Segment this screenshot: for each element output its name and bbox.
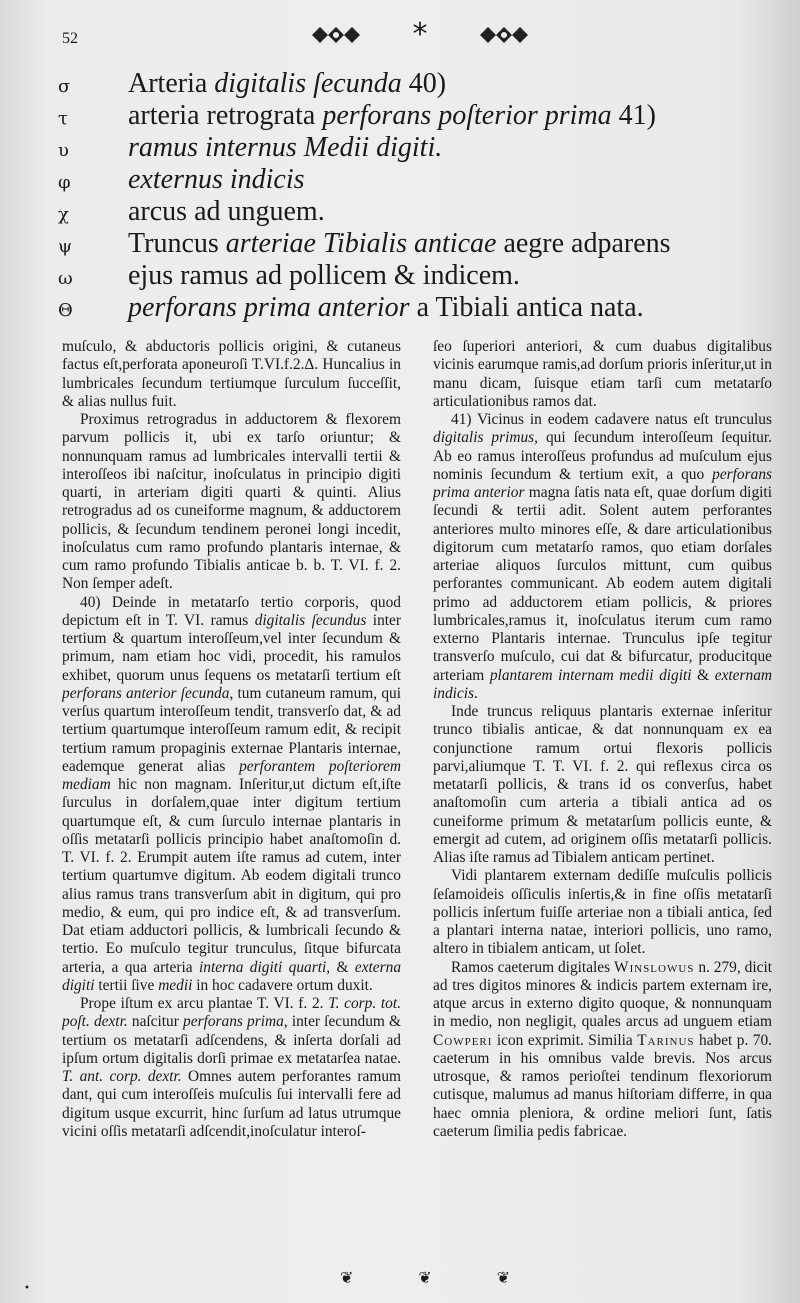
print-speck: •	[24, 1283, 30, 1294]
author-name: Cowperi	[433, 1031, 493, 1049]
legend-symbol: χ	[58, 204, 69, 225]
italic-run: externa digiti	[62, 958, 402, 994]
legend-text	[128, 68, 446, 100]
text-run: Prope iſtum ex arcu plantae T. VI. f. 2.	[80, 995, 329, 1012]
legend-row	[58, 164, 758, 196]
text-run: hic non magnam. Inſeritur,ut dictum eſt,iſte ſurculus in dorſalem,quae inter digitum tertium quartumque eſt, & cum ſurculo internae plantaris in oſſis metatarſi pollicis principio habet anaſtomoſin d. T. VI. f. 2. Erumpit autem iſte ramus ad cutem, inter tertium quartumve digitum. Ab eodem digitali trunco alius ramus trans transverſum abit in digitum, qui pro medio, & eum, qui pro indice eſt, & ad transverſum. Dat etiam adductori pollicis, & lumbricali ſecundo & tertio. Eo muſculo tegitur trunculus, ſitque bifurcata arteria, a qua arteria	[62, 776, 401, 976]
figure-legend	[58, 68, 758, 324]
italic-run: T. ant. corp. dextr.	[62, 1068, 182, 1085]
legend-symbol: ψ	[58, 236, 73, 257]
header-asterisk: *	[412, 17, 428, 52]
text-run: &	[691, 666, 715, 684]
legend-symbol: τ	[58, 108, 68, 129]
italic-run: arteriae Tibialis anticae	[225, 228, 497, 259]
paragraph	[433, 338, 772, 411]
italic-run: interna digiti quarti	[198, 958, 327, 976]
text-run: tertii ſive	[94, 976, 159, 994]
legend-row	[58, 100, 758, 132]
paragraph	[433, 703, 772, 867]
text-columns	[62, 338, 772, 1141]
text-run: n. 279, dicit ad tres digitos minores & indicis partem externam ire, atque arcus in externo digito quoque, & nonnunquam in medio, non negligit, quales arcus ad unguem etiam	[433, 958, 772, 1031]
italic-run: perforans prima anterior	[433, 465, 772, 501]
footer-ornament-icon: ❦	[340, 1268, 354, 1287]
footer-ornament-icon: ❦	[418, 1268, 432, 1287]
author-name: Winslowus	[614, 958, 695, 976]
text-run: Ramos caeterum digitales	[451, 958, 615, 976]
text-run: , qui ſecundum interoſſeum ſequitur. Ab eo ramus interoſſeus profundus ad muſculum ejus nominis ſecundum & tertium exit, a quo	[433, 429, 772, 483]
italic-run: plantarem internam medii digiti	[489, 666, 692, 684]
author-name: Tarinus	[637, 1031, 695, 1049]
paragraph	[433, 959, 772, 1142]
legend-text	[128, 100, 656, 132]
paragraph	[62, 594, 401, 996]
paragraph	[433, 867, 772, 958]
legend-text	[128, 228, 671, 260]
text-run: muſculo, & abductoris pollicis origini, & cutaneus factus eſt,perforata aponeuroſi T.VI.f.2.Δ. Huncalius in lumbricales ſecundum tertiumque ſurculum ſucceſſit, & alias nullus fuit.	[62, 338, 401, 410]
text-run: Proximus retrogradus in adductorem & flexorem parvum pollicis it, ubi ex tarſo oriuntur; & nonnunquam ramus ad lumbricales intervalli tertii & interoſſeos ibi naſcitur, inoſculatus in principio digiti quarti, in arteriam digiti quarti & quinti. Alius retrogradus ad os cuneiforme magnum, & adductorem pollicis, & ſecundum tendinem peronei longi incedit, inoſculatus cum ramo profundo plantaris internae, & cum ramo profundo Tibialis anticae b. b. T. VI. f. 2. Non ſemper adeſt.	[62, 411, 401, 593]
text-run: , tum cutaneum ramum, qui verſus quartum interoſſeum tendit, transverſo dat, & ad tertium quartumque interoſſeum ramum edit, & recipit tertium ramum propaginis externae Plantaris internae, eademque generat alias	[62, 684, 401, 775]
text-run: magna ſatis nata eſt, quae dorſum digiti ſecundi & tertii adit. Solent autem perforantes anteriores multo minores eſſe, & dare articulationibus digitorum cum metatarſo ramos, quo etiam dorſales arteriae aliquos ſurculos mittunt, cum quibus perforantes communicant. Ab eodem autem digitali primo ad adductorem etiam pollicis, & priores lumbricales,ramus it, inoſculatus iterum cum ramo externo Plantaris internae. Trunculus ipſe tegitur transverſo muſculo, cui dat & bifurcatur, producitque arteriam	[433, 484, 772, 684]
text-run: Vidi plantarem externam dediſſe muſculis pollicis ſeſamoideis oſſiculis inſertis,& in fine oſſis metatarſi pollicis inſertum fuiſſe arteriae non a tibiali antica, ſed a plantari interna natae, interiori pollicis, uno ramo, altero in tibialem anticam, ut ſolet.	[433, 867, 772, 958]
text-run: in hoc cadavere ortum duxit.	[192, 976, 373, 994]
header-ornaments	[310, 17, 530, 52]
text-run: Truncus	[128, 228, 226, 259]
text-run: 41) Vicinus in eodem cadavere natus eſt trunculus	[451, 411, 772, 428]
text-run: ejus ramus ad pollicem & indicem.	[128, 260, 520, 291]
legend-row	[58, 132, 758, 164]
legend-symbol: Θ	[58, 300, 73, 321]
legend-row	[58, 196, 758, 228]
italic-run: externus indicis	[128, 164, 305, 195]
italic-run: perforans poſterior prima	[322, 100, 612, 131]
legend-text	[128, 260, 520, 292]
italic-run: perforans prima anterior	[128, 292, 410, 323]
legend-symbol: ω	[58, 268, 73, 289]
paragraph	[62, 411, 401, 594]
legend-text	[128, 164, 305, 196]
legend-text	[128, 292, 644, 324]
text-run: icon exprimit. Similia	[492, 1031, 638, 1049]
paragraph	[433, 411, 772, 703]
legend-row	[58, 228, 758, 260]
left-column	[62, 338, 401, 1141]
italic-run: T. corp. tot. poſt. dextr.	[62, 995, 401, 1031]
footer-ornament-icon: ❦	[496, 1268, 510, 1287]
text-run: 40)	[401, 68, 447, 99]
text-run: 41)	[611, 100, 656, 131]
italic-run: externam indicis	[433, 666, 772, 702]
left-ornament-icon	[310, 25, 362, 45]
italic-run: perforans anterior ſecunda	[62, 684, 230, 702]
italic-run: digitalis ſecunda	[214, 68, 402, 99]
legend-symbol: φ	[58, 172, 71, 193]
page-number: 52	[62, 30, 78, 47]
legend-row	[58, 260, 758, 292]
italic-run: perforantem poſteriorem mediam	[62, 757, 401, 793]
legend-text	[128, 196, 325, 228]
text-run: ſeo ſuperiori anteriori, & cum duabus digitalibus vicinis earumque ramis,ad dorſum prioris inſeritur,ut in manu dicam, ſuisque etiam tarſi cum metatarſo articulationibus ramos dat.	[433, 338, 772, 410]
text-run: a Tibiali antica nata.	[409, 292, 644, 323]
text-run: aegre adparens	[496, 228, 671, 259]
text-run: , inter ſecundum & tertium os metatarſi adſcendens, & inſerta dorſali ad ipſum ortum digitalis dorſi primae ex metatarſea natae.	[62, 1013, 402, 1067]
right-ornament-icon	[478, 25, 530, 45]
text-run: Arteria	[128, 68, 215, 99]
text-run: Inde truncus reliquus plantaris externae inſeritur trunco tibialis anticae, & dat nonnunquam ex ea conjunctione ramum ortui flexoris pollicis parvi,aliumque T. T. VI. f. 2. qui reflexus circa os metatarſi pollicis, & trans id os converſus, habet anaſtomoſin cum arteria a tibiali antica ad os cuneiforme primum & metatarſum pollicis eunte, & emergit ad cutem, ad originem oſſis metatarſi pollicis. Alias iſte ramus ad Tibialem anticam pertinet.	[433, 703, 772, 866]
text-run: , &	[326, 958, 355, 976]
text-run: habet p. 70. caeterum in his omnibus valde brevis. Nos arcus utrosque, & ramos perioſtei tendinum flexoriorum cutisque, malumus ad manus hiſtoriam differre, in qua haec omnia pleniora, & ordine meliori ſunt, ſatis caeterum ſimilia pedis fabricae.	[433, 1031, 772, 1140]
text-run: .	[474, 684, 478, 702]
legend-text	[128, 132, 442, 164]
text-run: arteria retrograta	[128, 100, 323, 131]
legend-symbol: σ	[58, 76, 71, 97]
italic-run: medii	[158, 976, 193, 994]
legend-row	[58, 68, 758, 100]
text-run: 40) Deinde in metatarſo tertio corporis, quod depictum eſt in T. VI. ramus	[62, 593, 401, 629]
legend-symbol: υ	[58, 140, 69, 161]
italic-run: ramus internus Medii digiti.	[128, 132, 443, 163]
right-column	[433, 338, 772, 1141]
text-run: naſcitur	[127, 1013, 184, 1031]
italic-run: digitalis primus	[433, 429, 535, 447]
text-run: Omnes autem perforantes ramum dant, qui cum interoſſeis muſculis ſui intervalli fere ad digitum usque excurrit, hinc ſurſum ad latus utrumque vicini oſſis metatarſi adſcendit,inoſculatur interoſ-	[62, 1068, 401, 1140]
legend-row	[58, 292, 758, 324]
text-run: arcus ad unguem.	[128, 196, 325, 227]
italic-run: digitalis ſecundus	[254, 611, 367, 629]
italic-run: perforans prima	[183, 1013, 284, 1031]
text-run: inter tertium & quartum interoſſeum,vel inter ſecundum & primum, nam etiam hoc vidi, procedit, his ramulos exhibet, quorum unus ſequens os metatarſi tertium eſt	[62, 611, 401, 684]
footer-ornaments	[340, 1268, 510, 1287]
paragraph	[62, 338, 401, 411]
paragraph	[62, 995, 401, 1141]
